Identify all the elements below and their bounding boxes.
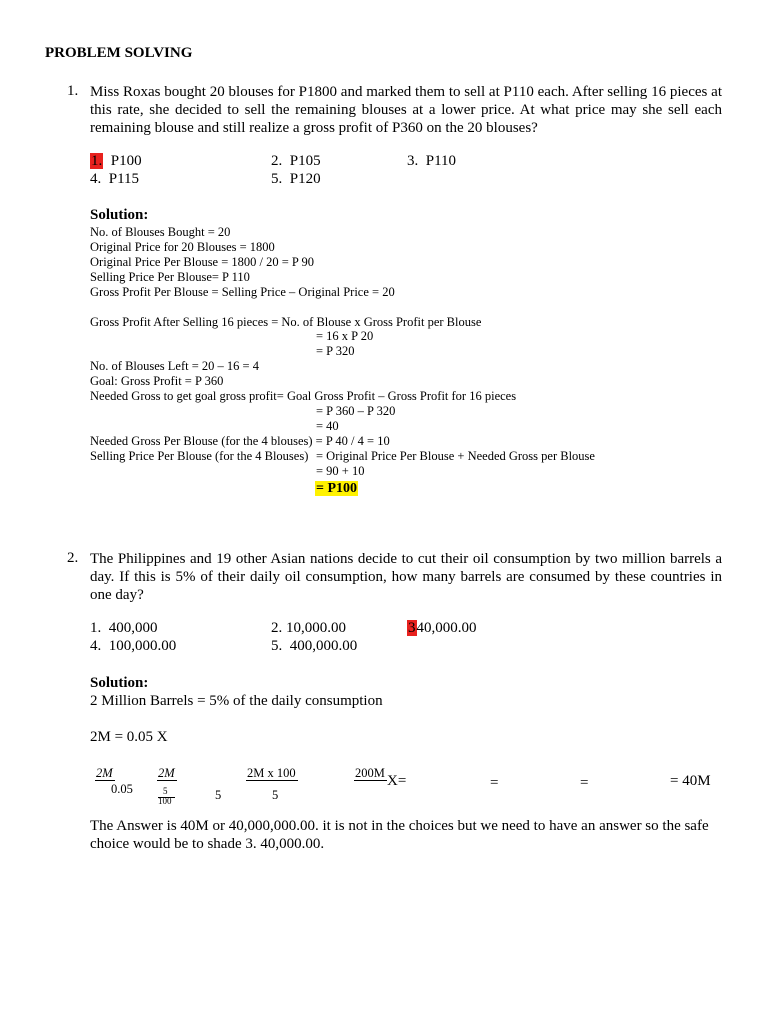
p2-fraction-1-numerator-text: 2M — [96, 766, 113, 780]
p2-fraction-1-denominator: 0.05 — [111, 782, 133, 796]
p1-solution-line: Original Price for 20 Blouses = 1800 — [90, 240, 275, 254]
p1-choice-2-number: 2. — [271, 153, 283, 169]
p1-choice-4-number: 4. — [90, 171, 102, 187]
p1-needed-per-blouse: Needed Gross Per Blouse (for the 4 blouses) = P 40 / 4 = 10 — [90, 434, 390, 448]
p2-choice-2-number: 2. — [271, 620, 283, 636]
p2-choice-4-number: 4. — [90, 638, 102, 654]
p1-choice-3[interactable] — [407, 153, 456, 170]
p2-equation: 2M = 0.05 X — [90, 729, 168, 745]
p2-fraction-4-numerator-text: 200M — [355, 766, 385, 780]
p2-conclusion: The Answer is 40M or 40,000,000.00. it is not in the choices but we need to have an answer so the safe choice would be to shade 3. 40,000.00. — [90, 818, 709, 852]
p1-choice-3-label: P110 — [425, 153, 457, 169]
p2-x-equals: X= — [387, 773, 407, 789]
p1-choice-3-number: 3. — [407, 153, 419, 169]
p2-choice-3-number: 3 — [408, 620, 416, 636]
p2-choice-2[interactable] — [271, 620, 346, 637]
p1-choice-5[interactable] — [271, 171, 321, 188]
p2-solution-line: 2 Million Barrels = 5% of the daily consumption — [90, 693, 383, 709]
p2-fraction-4-denominator: 5 — [215, 788, 222, 802]
p2-choice-3[interactable] — [407, 620, 477, 637]
p2-fraction-2-numerator-text: 2M — [158, 766, 175, 780]
p2-fraction-2-inner-num: 5 — [163, 786, 168, 796]
p2-equals-sign: = — [580, 775, 589, 791]
p2-choice-4[interactable] — [90, 638, 176, 655]
problem-2-number: 2. — [67, 550, 79, 566]
p1-choice-1-number: 1. — [91, 153, 103, 169]
p1-choice-5-label: P120 — [289, 171, 321, 187]
p2-choice-5-number: 5. — [271, 638, 283, 654]
p2-fraction-2-numerator — [157, 766, 177, 781]
p1-gross16-label: Gross Profit After Selling 16 pieces = No. of Blouse x Gross Profit per Blouse — [90, 315, 482, 329]
p1-solution-line: No. of Blouses Bought = 20 — [90, 225, 231, 239]
p1-choice-4[interactable] — [90, 171, 139, 188]
p2-choice-5[interactable] — [271, 638, 357, 655]
p1-selling-step: = Original Price Per Blouse + Needed Gross per Blouse — [316, 449, 595, 463]
p1-final-answer-highlight: = P100 — [316, 481, 358, 496]
p1-needed-step: = P 360 – P 320 — [316, 404, 396, 418]
p1-choice-2[interactable] — [271, 153, 321, 170]
p1-selling-step: = 90 + 10 — [316, 464, 365, 478]
p1-solution-heading: Solution: — [90, 207, 149, 223]
p1-choice-1[interactable] — [90, 153, 142, 170]
p1-blouses-left: No. of Blouses Left = 20 – 16 = 4 — [90, 359, 259, 373]
p2-result: = 40M — [670, 773, 711, 789]
p1-final-answer — [315, 479, 358, 497]
p2-fraction-3-denominator: 5 — [272, 788, 279, 802]
p1-choice-2-label: P105 — [289, 153, 321, 169]
p1-needed-label: Needed Gross to get goal gross profit= Goal Gross Profit – Gross Profit for 16 pieces — [90, 389, 517, 403]
p1-solution-line: Gross Profit Per Blouse = Selling Price – Original Price = 20 — [90, 285, 395, 299]
p1-solution-line: Original Price Per Blouse = 1800 / 20 = P 90 — [90, 255, 315, 269]
p1-choice-5-number: 5. — [271, 171, 283, 187]
p1-gross16-step: = P 320 — [316, 344, 355, 358]
problem-1-number: 1. — [67, 83, 79, 99]
p2-choice-4-label: 100,000.00 — [108, 638, 177, 654]
p2-fraction-1-numerator — [95, 766, 115, 781]
p1-goal: Goal: Gross Profit = P 360 — [90, 374, 224, 388]
p1-gross16-step: = 16 x P 20 — [316, 329, 374, 343]
p2-fraction-3-numerator-text: 2M x 100 — [247, 766, 296, 780]
problem-2-text: The Philippines and 19 other Asian nations decide to cut their oil consumption by two million barrels a day. If this is 5% of their daily oil consumption, how many barrels are consumed by these countries in one day? — [90, 551, 722, 603]
p1-choice-4-label: P115 — [108, 171, 140, 187]
p1-solution-line: Selling Price Per Blouse= P 110 — [90, 270, 250, 284]
problem-1-text: Miss Roxas bought 20 blouses for P1800 and marked them to sell at P110 each. After selling 16 pieces at this rate, she decided to sell the remaining blouses at a lower price. At what price may she sell each remaining blouse and still realize a gross profit of P360 on the 20 blouses? — [90, 84, 722, 136]
p1-selling-label: Selling Price Per Blouse (for the 4 Blouses) — [90, 449, 309, 463]
p2-choice-5-label: 400,000.00 — [289, 638, 358, 654]
p2-choice-3-label: 40,000.00 — [416, 620, 477, 636]
p2-choice-1[interactable] — [90, 620, 158, 637]
p2-fraction-3-numerator — [246, 766, 298, 781]
page-title: PROBLEM SOLVING — [45, 45, 193, 61]
p1-needed-step: = 40 — [316, 419, 339, 433]
p2-choice-1-number: 1. — [90, 620, 102, 636]
p2-solution-heading: Solution: — [90, 675, 149, 691]
p2-fraction-4-numerator — [354, 766, 387, 781]
p2-choice-2-label: 10,000.00 — [286, 620, 346, 636]
p2-equals-sign: = — [490, 775, 499, 791]
p2-fraction-2-inner-den: 100 — [158, 796, 172, 806]
p2-choice-1-label: 400,000 — [108, 620, 158, 636]
p1-choice-1-label: P100 — [110, 153, 142, 169]
